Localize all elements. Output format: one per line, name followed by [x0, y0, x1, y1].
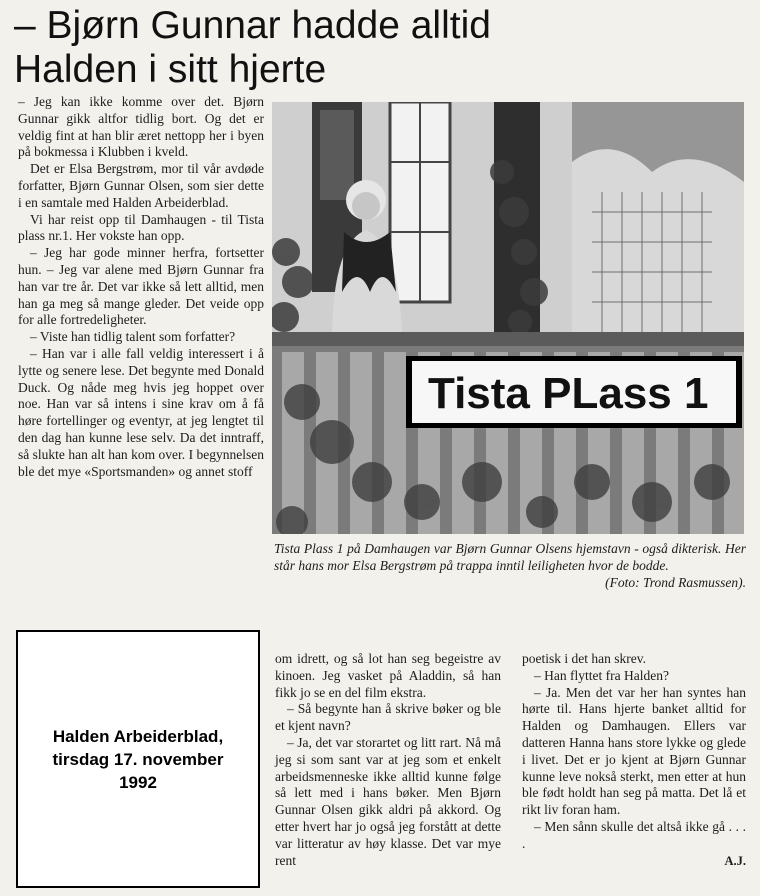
paragraph: – Men sånn skulle det altså ikke gå . . . .	[522, 818, 746, 851]
paragraph: – Jeg har gode minner herfra, fortsetter hun. – Jeg var alene med Bjørn Gunnar fra han var tre år. Det var ikke så lett alltid, men han ga meg så mange gleder. Det veide opp for alle fortredeligheter.	[18, 245, 264, 328]
paragraph: – Så begynte han å skrive bøker og ble et kjent navn?	[275, 701, 501, 734]
headline	[14, 4, 754, 92]
source-newspaper: Halden Arbeiderblad,	[52, 726, 224, 746]
article-photo	[272, 102, 744, 534]
source-year: 1992	[119, 772, 157, 792]
sign-text: Tista PLass 1	[428, 369, 709, 418]
paragraph: poetisk i det han skrev.	[522, 651, 646, 666]
paragraph: – Han var i alle fall veldig interessert i å lytte og senere lese. Det begynte med Donald Duck. Og nåde meg hvis jeg hoppet over noe. Han var så intens i sine krav om å få høre fortellinger og eventyr, at jeg lengtet til den dag han kunne lese selv. Da det inntraff, så slukte han alt han kom over. I begynnelsen ble det mye «Sportsmanden» og annet stoff	[18, 345, 264, 479]
paragraph: Vi har reist opp til Damhaugen - til Tista plass nr.1. Her vokste han opp.	[18, 211, 264, 244]
paragraph: – Han flyttet fra Halden?	[534, 667, 669, 683]
headline-line-2: Halden i sitt hjerte	[14, 48, 327, 91]
street-sign	[406, 356, 742, 428]
paragraph: – Ja. Men det var her han syntes han hørte til. Hans hjerte banket alltid for Halden og Damhaugen. Ellers var datteren Hanna hans store lykke og glede i livet. Det er jo kjent at Bjørn Gunnar kunne leve nokså sterkt, men etter at hun ble født holdt han seg på matta. Det lå et rikt liv foran ham.	[522, 684, 746, 818]
caption-text: Tista Plass 1 på Damhaugen var Bjørn Gunnar Olsens hjemstavn - også dikterisk. Her står hans mor Elsa Bergstrøm på trappa inntil leiligheten hvor de bodde.	[274, 541, 746, 573]
photo-credit: (Foto: Trond Rasmussen).	[605, 575, 746, 590]
article-column-3	[522, 651, 746, 869]
article-column-1	[18, 94, 264, 480]
source-box	[16, 630, 260, 888]
photo-house-with-sign	[272, 102, 744, 534]
paragraph: – Jeg kan ikke komme over det. Bjørn Gunnar gikk altfor tidlig bort. Og det er veldig fint at han blir æret nettopp her i byen på bokmessa i Klubben i kveld.	[18, 94, 264, 160]
article-column-2	[275, 651, 501, 869]
headline-line-1: – Bjørn Gunnar hadde alltid	[14, 4, 491, 47]
paragraph: om idrett, og så lot han seg begeistre av kinoen. Jeg vasket på Aladdin, så han fikk jo se en del film ekstra.	[275, 651, 501, 700]
paragraph: – Viste han tidlig talent som forfatter?	[30, 329, 236, 345]
source-label	[52, 725, 223, 794]
source-date: tirsdag 17. november	[52, 749, 224, 769]
author-signature: A.J.	[724, 853, 746, 868]
paragraph: Det er Elsa Bergstrøm, mor til vår avdøde forfatter, Bjørn Gunnar Olsen, som sier dette i en samtale med Halden Arbeiderblad.	[18, 161, 264, 210]
paragraph: – Ja, det var storartet og litt rart. Nå må jeg si som sant var at jeg som et enkelt arbeidsmenneske ikke alltid kunne følge så lett med i hans bøker. Men Bjørn Gunnar Olsen gikk aldri på akkord. Og etter hvert har jo også jeg forstått at dette var litteratur av høy klasse. Det var mye rent	[275, 734, 501, 868]
photo-caption	[274, 540, 746, 591]
